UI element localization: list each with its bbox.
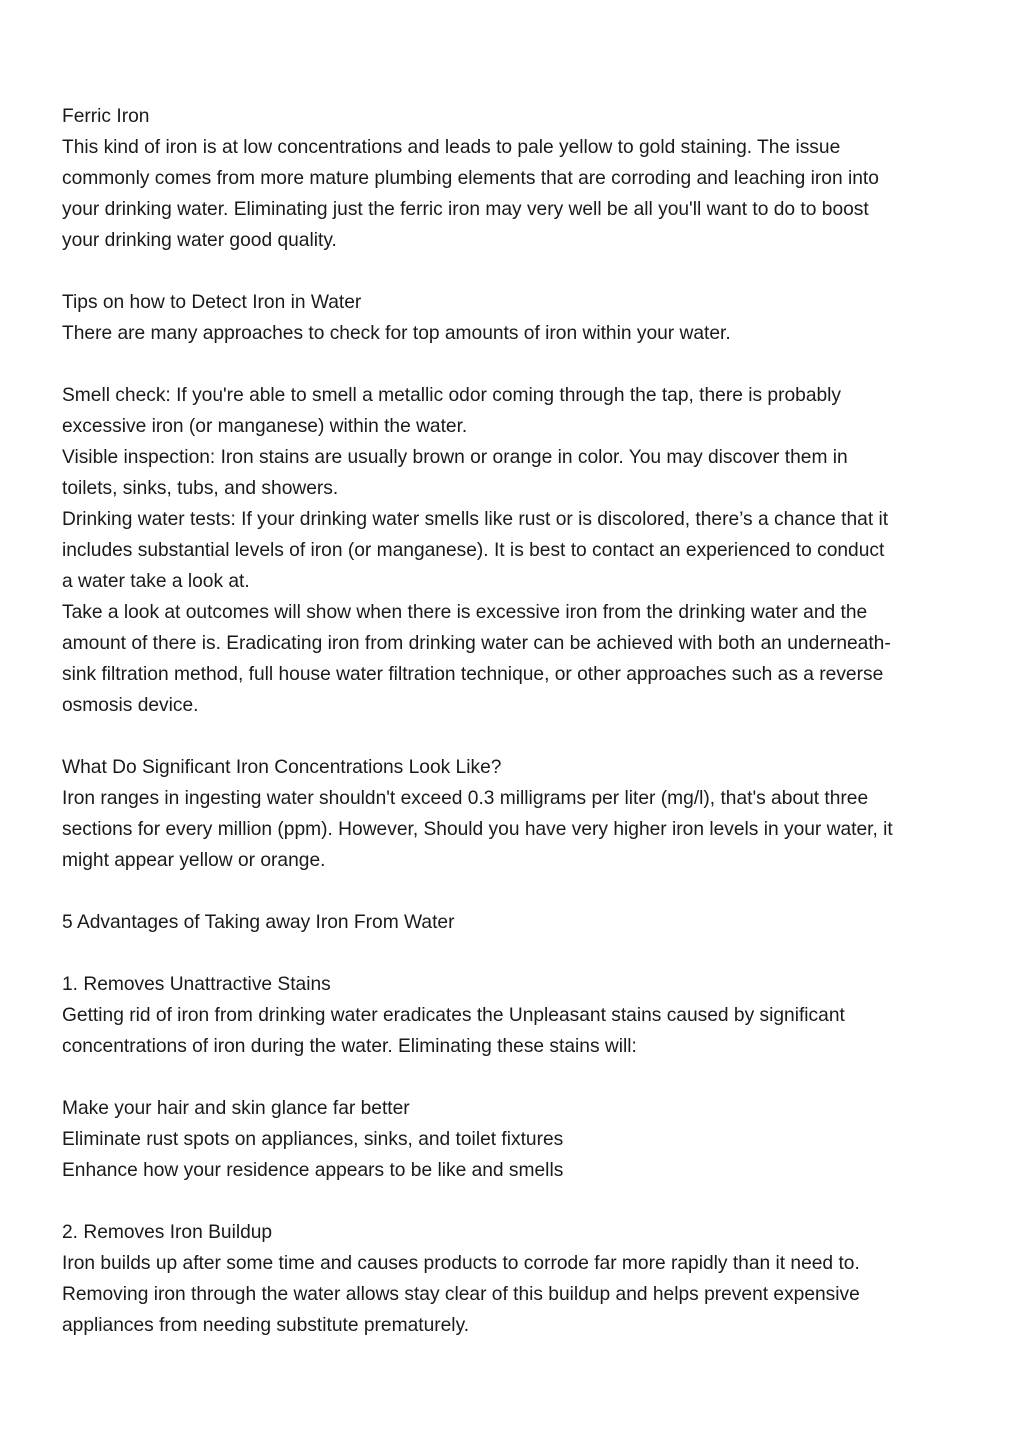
paragraph-line: toilets, sinks, tubs, and showers. — [62, 478, 339, 499]
paragraph-gap — [62, 721, 972, 752]
paragraph-line: amount of there is. Eradicating iron from drinking water can be achieved with both an underneath- — [62, 633, 891, 654]
paragraph-line: your drinking water. Eliminating just the ferric iron may very well be all you'll want to do to boost — [62, 199, 869, 220]
paragraph-line: includes substantial levels of iron (or manganese). It is best to contact an experienced to conduct — [62, 540, 885, 561]
paragraph-line: might appear yellow or orange. — [62, 850, 326, 871]
paragraph-line: Drinking water tests: If your drinking water smells like rust or is discolored, there’s a chance that it — [62, 509, 889, 530]
paragraph-gap — [62, 938, 972, 969]
section-heading: 1. Removes Unattractive Stains — [62, 974, 331, 995]
list-item: Make your hair and skin glance far better — [62, 1098, 410, 1119]
paragraph-line: concentrations of iron during the water. Eliminating these stains will: — [62, 1036, 637, 1057]
paragraph-line: your drinking water good quality. — [62, 230, 337, 251]
paragraph-line: commonly comes from more mature plumbing elements that are corroding and leaching iron into — [62, 168, 879, 189]
section-heading: Ferric Iron — [62, 106, 150, 127]
section-detect-iron — [62, 287, 972, 721]
section-removes-stains — [62, 969, 972, 1186]
section-ferric-iron — [62, 101, 972, 256]
paragraph-gap — [62, 1062, 972, 1093]
section-heading: 2. Removes Iron Buildup — [62, 1222, 273, 1243]
list-item: Eliminate rust spots on appliances, sinks, and toilet fixtures — [62, 1129, 564, 1150]
paragraph-line: excessive iron (or manganese) within the water. — [62, 416, 468, 437]
section-advantages — [62, 907, 972, 938]
paragraph-line: Visible inspection: Iron stains are usually brown or orange in color. You may discover them in — [62, 447, 848, 468]
list-item: Enhance how your residence appears to be like and smells — [62, 1160, 564, 1181]
paragraph-line: This kind of iron is at low concentrations and leads to pale yellow to gold staining. The issue — [62, 137, 841, 158]
paragraph-gap — [62, 876, 972, 907]
section-heading: 5 Advantages of Taking away Iron From Water — [62, 912, 455, 933]
paragraph-line: Getting rid of iron from drinking water eradicates the Unpleasant stains caused by significant — [62, 1005, 845, 1026]
paragraph-line: osmosis device. — [62, 695, 199, 716]
section-heading: Tips on how to Detect Iron in Water — [62, 292, 362, 313]
paragraph-gap — [62, 1186, 972, 1217]
paragraph-line: Iron builds up after some time and causes products to corrode far more rapidly than it need to. — [62, 1253, 860, 1274]
section-significant-iron — [62, 752, 972, 876]
paragraph-line: appliances from needing substitute prematurely. — [62, 1315, 470, 1336]
section-removes-buildup — [62, 1217, 972, 1341]
paragraph-gap — [62, 256, 972, 287]
paragraph-line: There are many approaches to check for top amounts of iron within your water. — [62, 323, 731, 344]
paragraph-line: Take a look at outcomes will show when there is excessive iron from the drinking water and the — [62, 602, 868, 623]
document-page — [62, 101, 972, 1341]
paragraph-line: sections for every million (ppm). However, Should you have very higher iron levels in your water, it — [62, 819, 893, 840]
paragraph-line: a water take a look at. — [62, 571, 250, 592]
paragraph-line: Removing iron through the water allows stay clear of this buildup and helps prevent expensive — [62, 1284, 860, 1305]
paragraph-line: sink filtration method, full house water filtration technique, or other approaches such as a reverse — [62, 664, 884, 685]
paragraph-line: Smell check: If you're able to smell a metallic odor coming through the tap, there is probably — [62, 385, 842, 406]
paragraph-gap — [62, 349, 972, 380]
section-heading: What Do Significant Iron Concentrations Look Like? — [62, 757, 502, 778]
paragraph-line: Iron ranges in ingesting water shouldn't exceed 0.3 milligrams per liter (mg/l), that's about three — [62, 788, 869, 809]
